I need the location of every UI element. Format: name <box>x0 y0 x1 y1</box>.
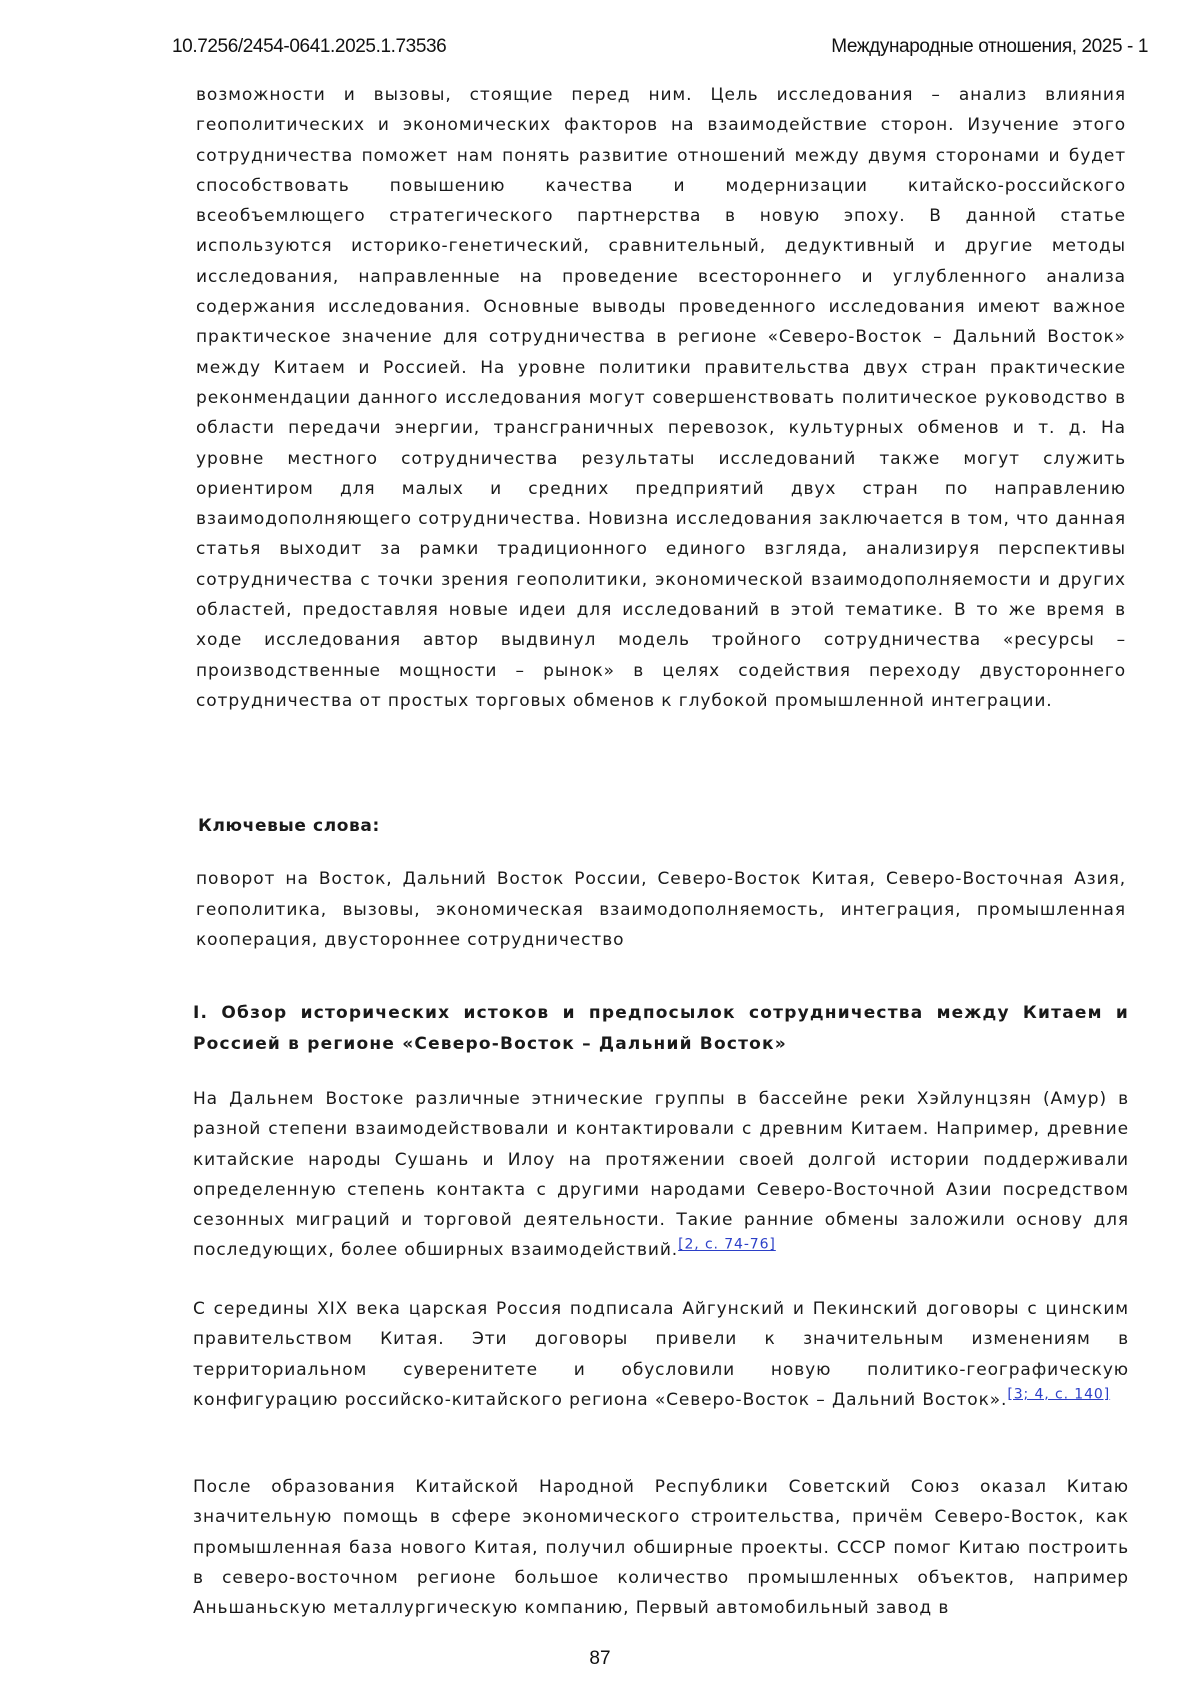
page-number: 87 <box>589 1648 611 1669</box>
citation-link[interactable]: [3; 4, с. 140] <box>1007 1386 1111 1403</box>
paragraph-text: С середины XIX века царская Россия подписала Айгунский и Пекинский договоры с цинским правительством Китая. Эти договоры привели к значительным изменениям в территориальном суверенитете и обусловили новую политико-географическую конфигурацию российско-китайского региона «Северо-Восток – Дальний Восток». <box>193 1299 1129 1410</box>
body-paragraph-2 <box>193 1294 1129 1415</box>
abstract-paragraph: возможности и вызовы, стоящие перед ним. Цель исследования – анализ влияния геополитических и экономических факторов на взаимодействие сторон. Изучение этого сотрудничества поможет нам понять развитие отношений между двумя сторонами и будет способствовать повышению качества и модернизации китайско-российского всеобъемлющего стратегического партнерства в новую эпоху. В данной статье используются историко-генетический, сравнительный, дедуктивный и другие методы исследования, направленные на проведение всестороннего и углубленного анализа содержания исследования. Основные выводы проведенного исследования имеют важное практическое значение для сотрудничества в регионе «Северо-Восток – Дальний Восток» между Китаем и Россией. На уровне политики правительства двух стран практические реконмендации данного исследования могут совершенствовать политическое руководство в области передачи энергии, трансграничных перевозок, культурных обменов и т. д. На уровне местного сотрудничества результаты исследований также могут служить ориентиром для малых и средних предприятий двух стран по направлению взаимодополняющего сотрудничества. Новизна исследования заключается в том, что данная статья выходит за рамки традиционного единого взгляда, анализируя перспективы сотрудничества с точки зрения геополитики, экономической взаимодополняемости и других областей, предоставляя новые идеи для исследований в этой тематике. В то же время в ходе исследования автор выдвинул модель тройного сотрудничества «ресурсы – производственные мощности – рынок» в целях содействия переходу двустороннего сотрудничества от простых торговых обменов к глубокой промышленной интеграции. <box>196 85 1126 711</box>
keywords-text: поворот на Восток, Дальний Восток России, Северо-Восток Китая, Северо-Восточная Азия, геополитика, вызовы, экономическая взаимодополняемость, интеграция, промышленная кооперация, двустороннее сотрудничество <box>196 869 1126 950</box>
keywords-title: Ключевые слова: <box>198 816 380 836</box>
paragraph-text: На Дальнем Востоке различные этнические группы в бассейне реки Хэйлунцзян (Амур) в разной степени взаимодействовали и контактировали с древним Китаем. Например, древние китайские народы Сушань и Илоу на протяжении своей долгой истории поддерживали определенную степень контакта с другими народами Северо-Восточной Азии посредством сезонных миграций и торговой деятельности. Такие ранние обмены заложили основу для последующих, более обширных взаимодействий. <box>193 1089 1129 1261</box>
citation-link[interactable]: [2, с. 74-76] <box>678 1236 776 1253</box>
journal-header: Международные отношения, 2025 - 1 <box>831 36 1148 57</box>
body-paragraph-3: После образования Китайской Народной Республики Советский Союз оказал Китаю значительную помощь в сфере экономического строительства, причём Северо-Восток, как промышленная база нового Китая, получил обширные проекты. СССР помог Китаю построить в северо-восточном регионе большое количество промышленных объектов, например Аньшаньскую металлургическую компанию, Первый автомобильный завод в <box>193 1477 1129 1619</box>
body-paragraph-1 <box>193 1084 1129 1266</box>
section-heading: I. Обзор исторических истоков и предпосылок сотрудничества между Китаем и Россией в регионе «Северо-Восток – Дальний Восток» <box>193 1003 1129 1054</box>
doi-header: 10.7256/2454-0641.2025.1.73536 <box>172 36 447 57</box>
